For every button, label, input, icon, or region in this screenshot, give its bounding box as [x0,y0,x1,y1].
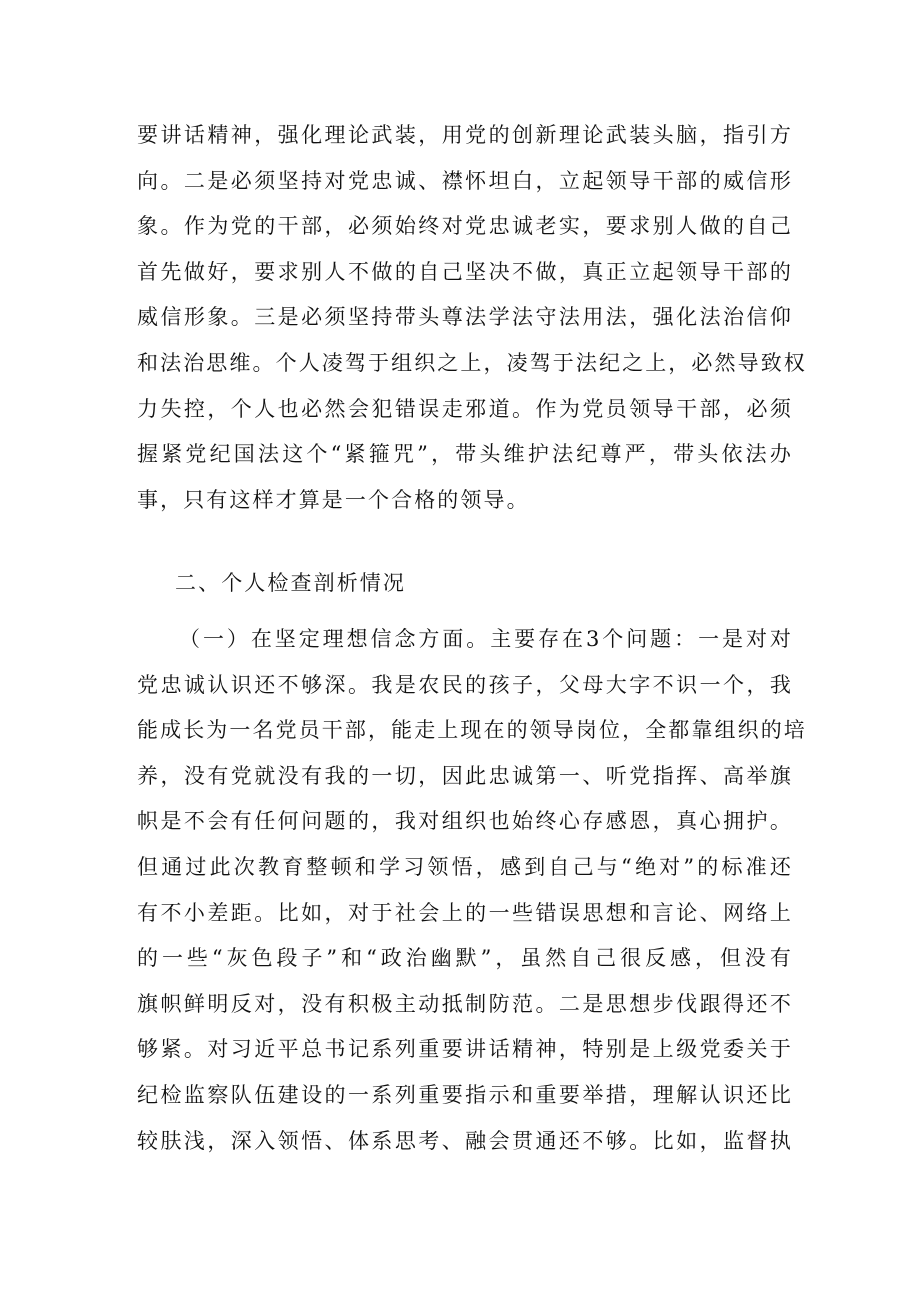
paragraph-line: 能成长为一名党员干部，能走上现在的领导岗位，全都靠组织的培 [137,718,807,743]
paragraph-line: 纪检监察队伍建设的一系列重要指示和重要举措，理解认识还比 [137,1082,793,1107]
paragraph-continuation [137,113,807,523]
paragraph-line: 象。作为党的干部，必须始终对党忠诚老实，要求别人做的自己 [137,214,793,239]
paragraph-line: 够紧。对习近平总书记系列重要讲话精神，特别是上级党委关于 [137,1037,793,1062]
paragraph-line: （一）在坚定理想信念方面。主要存在3个问题：一是对对 [179,627,793,651]
paragraph-line: 要讲话精神，强化理论武装，用党的创新理论武装头脑，指引方 [137,123,793,147]
paragraph-line: 帜是不会有任何问题的，我对组织也始终心存感恩，真心拥护。 [137,809,793,834]
paragraph-line: 握紧党纪国法这个“紧箍咒”，带头维护法纪尊严，带头依法办 [137,442,793,467]
section-heading-text: 二、个人检查剖析情况 [175,571,406,595]
paragraph-line: 力失控，个人也必然会犯错误走邪道。作为党员领导干部，必须 [137,396,793,421]
paragraph-line: 养，没有党就没有我的一切，因此忠诚第一、听党指挥、高举旗 [137,763,793,788]
paragraph-line: 和法治思维。个人凌驾于组织之上，凌驾于法纪之上，必然导致权 [137,350,807,375]
section-heading [137,561,793,607]
paragraph-line: 较肤浅，深入领悟、体系思考、融会贯通还不够。比如，监督执 [137,1128,793,1153]
paragraph-line: 但通过此次教育整顿和学习领悟，感到自己与“绝对”的标准还 [137,854,793,879]
paragraph-line: 党忠诚认识还不够深。我是农民的孩子，父母大字不识一个，我 [137,672,793,697]
paragraph-line: 向。二是必须坚持对党忠诚、襟怀坦白，立起领导干部的威信形 [137,168,793,193]
paragraph-line: 的一些“灰色段子”和“政治幽默”，虽然自己很反感，但没有 [137,946,793,971]
paragraph-line: 有不小差距。比如，对于社会上的一些错误思想和言论、网络上 [137,900,793,925]
paragraph-ideals [137,617,807,1164]
paragraph-line: 事，只有这样才算是一个合格的领导。 [137,487,530,512]
paragraph-line: 威信形象。三是必须坚持带头尊法学法守法用法，强化法治信仰 [137,305,793,330]
paragraph-line: 首先做好，要求别人不做的自己坚决不做，真正立起领导干部的 [137,259,793,284]
paragraph-line: 旗帜鲜明反对，没有积极主动抵制防范。二是思想步伐跟得还不 [137,991,793,1016]
